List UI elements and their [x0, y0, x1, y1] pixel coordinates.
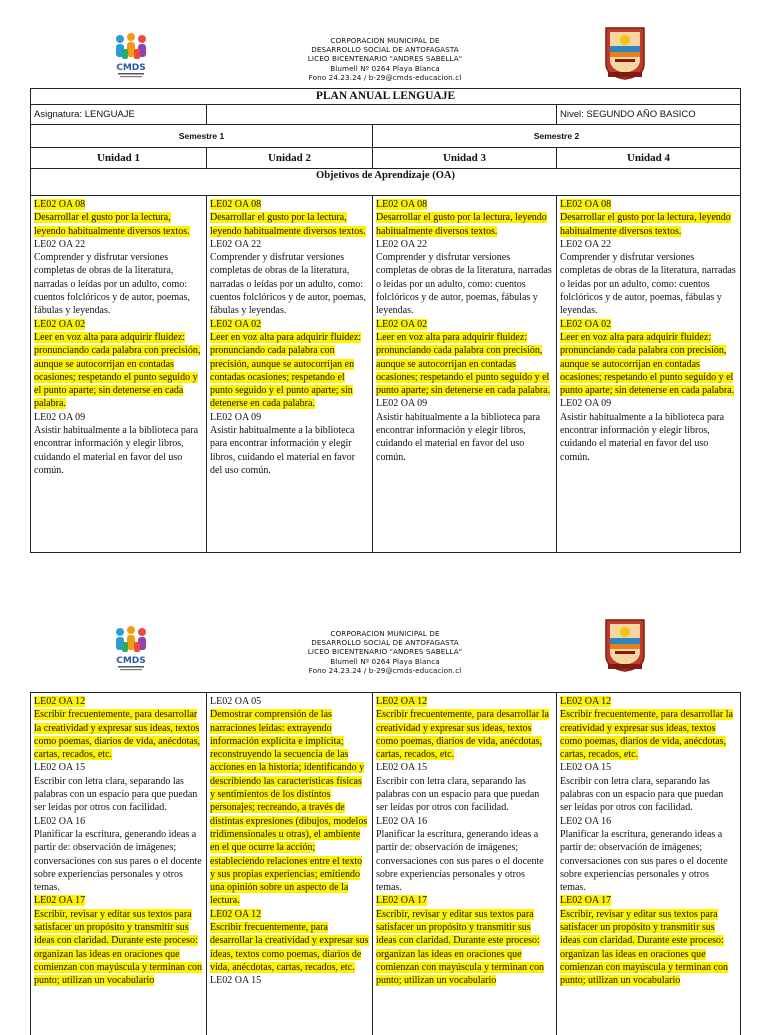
- objective-code: [560, 198, 737, 211]
- unit-1-objectives-cont: [31, 693, 206, 1035]
- objective-span: LE02 OA 17: [376, 895, 428, 907]
- objective-code: [210, 695, 369, 708]
- objective-span: LE02 OA 09: [376, 398, 428, 410]
- objective-span: LE02 OA 16: [560, 815, 612, 827]
- unit-4-objectives: [557, 196, 740, 552]
- objective-code: [210, 198, 369, 211]
- objective-span: LE02 OA 22: [376, 238, 428, 250]
- objective-text: [560, 708, 737, 761]
- objective-span: LE02 OA 12: [210, 908, 262, 920]
- objective-code: [560, 894, 737, 907]
- objective-code: [560, 397, 737, 410]
- objective-span: LE02 OA 15: [560, 762, 612, 774]
- objective-span: Comprender y disfrutar versiones completas de obras de la literatura, narradas o leídas por un adulto, como: cuentos folclóricos y de autor, poemas, fábulas y leyendas.: [210, 252, 366, 317]
- objective-span: LE02 OA 02: [210, 318, 262, 330]
- objective-span: Asistir habitualmente a la biblioteca para encontrar información y elegir libros, cuidando el material en favor del uso común.: [210, 425, 355, 476]
- letterhead-line: DESARROLLO SOCIAL DE ANTOFAGASTA: [311, 45, 459, 55]
- unit-4-objectives-cont: [557, 693, 740, 1035]
- objective-span: Escribir con letra clara, separando las palabras con un espacio para que puedan ser leídas por otros con facilidad.: [560, 775, 724, 814]
- objective-text: [376, 411, 553, 464]
- people-logo-icon: [108, 33, 154, 81]
- page-gap: [0, 560, 768, 596]
- objective-span: Leer en voz alta para adquirir fluidez: pronunciando cada palabra con precisión, aunque se autocorrijan en contadas ocasiones; respetando el punto seguido y el punto aparte; sin detenerse en cada palabra.: [210, 331, 362, 410]
- objective-span: Demostrar comprensión de las narraciones leídas: extrayendo información explícita e implícita; reconstruyendo la secuencia de las acciones en la historia; identificando y describiendo las características físicas y sentimientos de los distintos personajes; recreando, a través de distintas expresiones (dibujos, modelos tridimensionales u otras), el ambiente en el que ocurre la acción; estableciendo relaciones entre el texto y sus propias experiencias; emitiendo una opinión sobre un aspecto de la lectura.: [210, 709, 368, 907]
- unit-2-objectives: [207, 196, 372, 552]
- unit-header: Unidad 1: [31, 148, 207, 169]
- objective-code: [376, 761, 553, 774]
- objective-code: [376, 198, 553, 211]
- objective-code: [210, 238, 369, 251]
- objective-span: Escribir frecuentemente, para desarrollar la creatividad y expresar sus ideas, textos como poemas, diarios de vida, anécdotas, cartas, recados, etc.: [34, 709, 201, 761]
- objective-span: LE02 OA 22: [34, 238, 86, 250]
- objective-span: Comprender y disfrutar versiones completas de obras de la literatura, narradas o leídas por un adulto, como: cuentos folclóricos y de autor, poemas, fábulas y leyendas.: [376, 252, 552, 317]
- objective-text: [210, 921, 369, 974]
- objective-text: [34, 908, 203, 988]
- objective-span: LE02 OA 02: [560, 318, 612, 330]
- plan-table-continued: [30, 692, 741, 1035]
- letterhead-line: Blumell Nº 0264 Playa Blanca: [330, 656, 440, 666]
- objective-text: [376, 908, 553, 988]
- logo-left-text: CMDS: [116, 656, 146, 666]
- objective-span: LE02 OA 08: [34, 199, 86, 210]
- objective-code: [210, 974, 369, 987]
- objective-span: LE02 OA 22: [560, 238, 612, 250]
- objective-span: Escribir, revisar y editar sus textos para satisfacer un propósito y transmitir sus ideas con claridad. Durante este proceso: organizan las ideas en oraciones que comienzan con mayúscula y terminan con punto; utilizan un vocabulario: [376, 908, 544, 987]
- objective-span: LE02 OA 15: [210, 975, 262, 987]
- objective-text: [34, 828, 203, 894]
- letterhead-text: [250, 36, 520, 82]
- oa-header: Objetivos de Aprendizaje (OA): [31, 169, 741, 196]
- unit-header: Unidad 2: [207, 148, 373, 169]
- objective-span: LE02 OA 15: [376, 762, 428, 774]
- plan-title: PLAN ANUAL LENGUAJE: [31, 89, 741, 105]
- objective-span: Desarrollar el gusto por la lectura, leyendo habitualmente diversos textos.: [210, 212, 366, 237]
- objective-text: [560, 331, 737, 397]
- objective-span: Desarrollar el gusto por la lectura, leyendo habitualmente diversos textos.: [560, 212, 731, 237]
- objective-text: [210, 331, 369, 411]
- objective-code: [34, 815, 203, 828]
- objective-span: Asistir habitualmente a la biblioteca para encontrar información y elegir libros, cuidando el material en favor del uso común.: [34, 425, 199, 476]
- objective-span: Escribir frecuentemente, para desarrollar la creatividad y expresar sus ideas, textos como poemas, diarios de vida, anécdotas, cartas, recados, etc.: [560, 709, 733, 761]
- objective-span: LE02 OA 08: [210, 199, 262, 210]
- nivel-label: Nivel: SEGUNDO AÑO BASICO: [557, 105, 741, 125]
- meta-blank: [207, 105, 557, 125]
- objective-code: [560, 695, 737, 708]
- objective-span: LE02 OA 12: [34, 696, 86, 707]
- letterhead-line: CORPORACION MUNICIPAL DE: [330, 629, 440, 638]
- objective-span: Desarrollar el gusto por la lectura, leyendo habitualmente diversos textos.: [376, 212, 547, 237]
- objective-code: [210, 411, 369, 424]
- objective-span: LE02 OA 02: [34, 318, 86, 330]
- objective-text: [560, 908, 737, 988]
- objective-code: [34, 894, 203, 907]
- logo-left-text: CMDS: [116, 63, 146, 73]
- objective-span: Leer en voz alta para adquirir fluidez: pronunciando cada palabra con precisión, aunque se autocorrijan en contadas ocasiones; respetando el punto seguido y el punto aparte; sin detenerse en cada palabra.: [34, 331, 201, 410]
- objective-span: Escribir, revisar y editar sus textos para satisfacer un propósito y transmitir sus ideas con claridad. Durante este proceso: organizan las ideas en oraciones que comienzan con mayúscula y terminan con punto; utilizan un vocabulario: [34, 908, 202, 987]
- objective-span: LE02 OA 09: [34, 411, 86, 423]
- objective-span: LE02 OA 16: [34, 815, 86, 827]
- objective-span: Comprender y disfrutar versiones completas de obras de la literatura, narradas o leídas por un adulto, como: cuentos folclóricos y de autor, poemas, fábulas y leyendas.: [560, 252, 736, 317]
- objective-span: LE02 OA 08: [376, 199, 428, 210]
- objective-span: LE02 OA 09: [210, 411, 262, 423]
- objective-span: Planificar la escritura, generando ideas a partir de: observación de imágenes; conversaciones con sus pares o el docente sobre experiencias personales y otros temas.: [34, 828, 202, 894]
- unit-header: Unidad 4: [557, 148, 741, 169]
- objective-code: [560, 815, 737, 828]
- objective-span: LE02 OA 15: [34, 762, 86, 774]
- objective-text: [560, 251, 737, 317]
- objective-span: Escribir con letra clara, separando las palabras con un espacio para que puedan ser leídas por otros con facilidad.: [34, 775, 198, 814]
- objective-span: Leer en voz alta para adquirir fluidez: pronunciando cada palabra con precisión, aunque se autocorrijan en contadas ocasiones; respetando el punto seguido y el punto aparte; sin detenerse en cada palabra.: [560, 331, 735, 397]
- objective-code: [34, 198, 203, 211]
- semestre-2-header: Semestre 2: [373, 125, 741, 148]
- objective-span: LE02 OA 09: [560, 398, 612, 410]
- objective-text: [34, 211, 203, 238]
- objective-code: [560, 238, 737, 251]
- objective-span: LE02 OA 08: [560, 199, 612, 210]
- objective-text: [376, 211, 553, 238]
- objective-span: LE02 OA 22: [210, 238, 262, 250]
- semestre-1-header: Semestre 1: [31, 125, 373, 148]
- objective-span: Planificar la escritura, generando ideas a partir de: observación de imágenes; conversaciones con sus pares o el docente sobre experiencias personales y otros temas.: [376, 828, 544, 894]
- objective-span: Comprender y disfrutar versiones completas de obras de la literatura, narradas o leídas por un adulto, como: cuentos folclóricos y de autor, poemas, fábulas y leyendas.: [34, 252, 190, 317]
- objective-span: Escribir, revisar y editar sus textos para satisfacer un propósito y transmitir sus ideas con claridad. Durante este proceso: organizan las ideas en oraciones que comienzan con mayúscula y terminan con punto; utilizan un vocabulario: [560, 908, 728, 987]
- objective-code: [376, 695, 553, 708]
- objective-code: [34, 411, 203, 424]
- objective-span: LE02 OA 17: [34, 895, 86, 907]
- objective-text: [34, 331, 203, 411]
- objective-text: [376, 251, 553, 317]
- objective-code: [34, 695, 203, 708]
- objective-text: [376, 331, 553, 397]
- letterhead-text: [250, 629, 520, 675]
- school-crest-icon: [604, 26, 646, 80]
- objective-span: Desarrollar el gusto por la lectura, leyendo habitualmente diversos textos.: [34, 212, 190, 237]
- unit-header: Unidad 3: [373, 148, 557, 169]
- objective-text: [34, 775, 203, 815]
- objective-text: [560, 828, 737, 894]
- objective-code: [376, 815, 553, 828]
- objective-span: LE02 OA 17: [560, 895, 612, 907]
- objective-text: [376, 708, 553, 761]
- letterhead: [0, 0, 768, 92]
- objective-code: [34, 761, 203, 774]
- objective-text: [210, 251, 369, 317]
- objective-span: Escribir frecuentemente, para desarrollar la creatividad y expresar sus ideas, textos como poemas, diarios de vida, anécdotas, cartas, recados, etc.: [210, 922, 369, 973]
- plan-table: [30, 88, 741, 553]
- objective-text: [210, 708, 369, 907]
- unit-3-objectives: [373, 196, 556, 552]
- objective-text: [34, 251, 203, 317]
- people-logo-icon: [108, 626, 154, 674]
- objective-span: LE02 OA 12: [376, 696, 428, 707]
- objective-code: [376, 894, 553, 907]
- letterhead-line: Blumell Nº 0264 Playa Blanca: [330, 63, 440, 73]
- objective-text: [34, 708, 203, 761]
- objective-code: [210, 908, 369, 921]
- objective-text: [560, 211, 737, 238]
- letterhead-line: LICEO BICENTENARIO "ANDRES SABELLA": [307, 647, 463, 657]
- objective-code: [560, 761, 737, 774]
- objective-code: [376, 397, 553, 410]
- objective-code: [34, 318, 203, 331]
- objective-span: LE02 OA 02: [376, 318, 428, 330]
- objective-span: Escribir frecuentemente, para desarrollar la creatividad y expresar sus ideas, textos como poemas, diarios de vida, anécdotas, cartas, recados, etc.: [376, 709, 549, 761]
- letterhead-line: LICEO BICENTENARIO "ANDRES SABELLA": [307, 54, 463, 64]
- objective-text: [560, 775, 737, 815]
- letterhead-line: CORPORACION MUNICIPAL DE: [330, 36, 440, 45]
- objective-span: Planificar la escritura, generando ideas a partir de: observación de imágenes; conversaciones con sus pares o el docente sobre experiencias personales y otros temas.: [560, 828, 728, 894]
- objective-code: [376, 238, 553, 251]
- objective-span: Asistir habitualmente a la biblioteca para encontrar información y elegir libros, cuidando el material en favor del uso común.: [376, 411, 541, 463]
- objective-code: [376, 318, 553, 331]
- objective-span: LE02 OA 12: [560, 696, 612, 707]
- objective-code: [560, 318, 737, 331]
- unit-1-objectives: [31, 196, 206, 552]
- objective-text: [210, 424, 369, 477]
- objective-span: Leer en voz alta para adquirir fluidez: pronunciando cada palabra con precisión, aunque se autocorrijan en contadas ocasiones; respetando el punto seguido y el punto aparte; sin detenerse en cada palabra.: [376, 331, 551, 397]
- objective-text: [560, 411, 737, 464]
- objective-span: LE02 OA 16: [376, 815, 428, 827]
- letterhead-line: DESARROLLO SOCIAL DE ANTOFAGASTA: [311, 638, 459, 648]
- unit-3-objectives-cont: [373, 693, 556, 1035]
- letterhead-line: Fono 24.23.24 / b-29@cmds-educacion.cl: [308, 665, 462, 675]
- objective-span: Asistir habitualmente a la biblioteca para encontrar información y elegir libros, cuidando el material en favor del uso común.: [560, 411, 725, 463]
- letterhead: [0, 596, 768, 688]
- asignatura-label: Asignatura: LENGUAJE: [31, 105, 207, 125]
- objective-text: [34, 424, 203, 477]
- letterhead-line: Fono 24.23.24 / b-29@cmds-educacion.cl: [308, 72, 462, 82]
- school-crest-icon: [604, 618, 646, 672]
- objective-text: [210, 211, 369, 238]
- objective-code: [210, 318, 369, 331]
- objective-code: [34, 238, 203, 251]
- objective-span: Escribir con letra clara, separando las palabras con un espacio para que puedan ser leídas por otros con facilidad.: [376, 775, 540, 814]
- objective-text: [376, 775, 553, 815]
- objective-span: LE02 OA 05: [210, 696, 262, 707]
- objective-text: [376, 828, 553, 894]
- unit-2-objectives-cont: [207, 693, 372, 1035]
